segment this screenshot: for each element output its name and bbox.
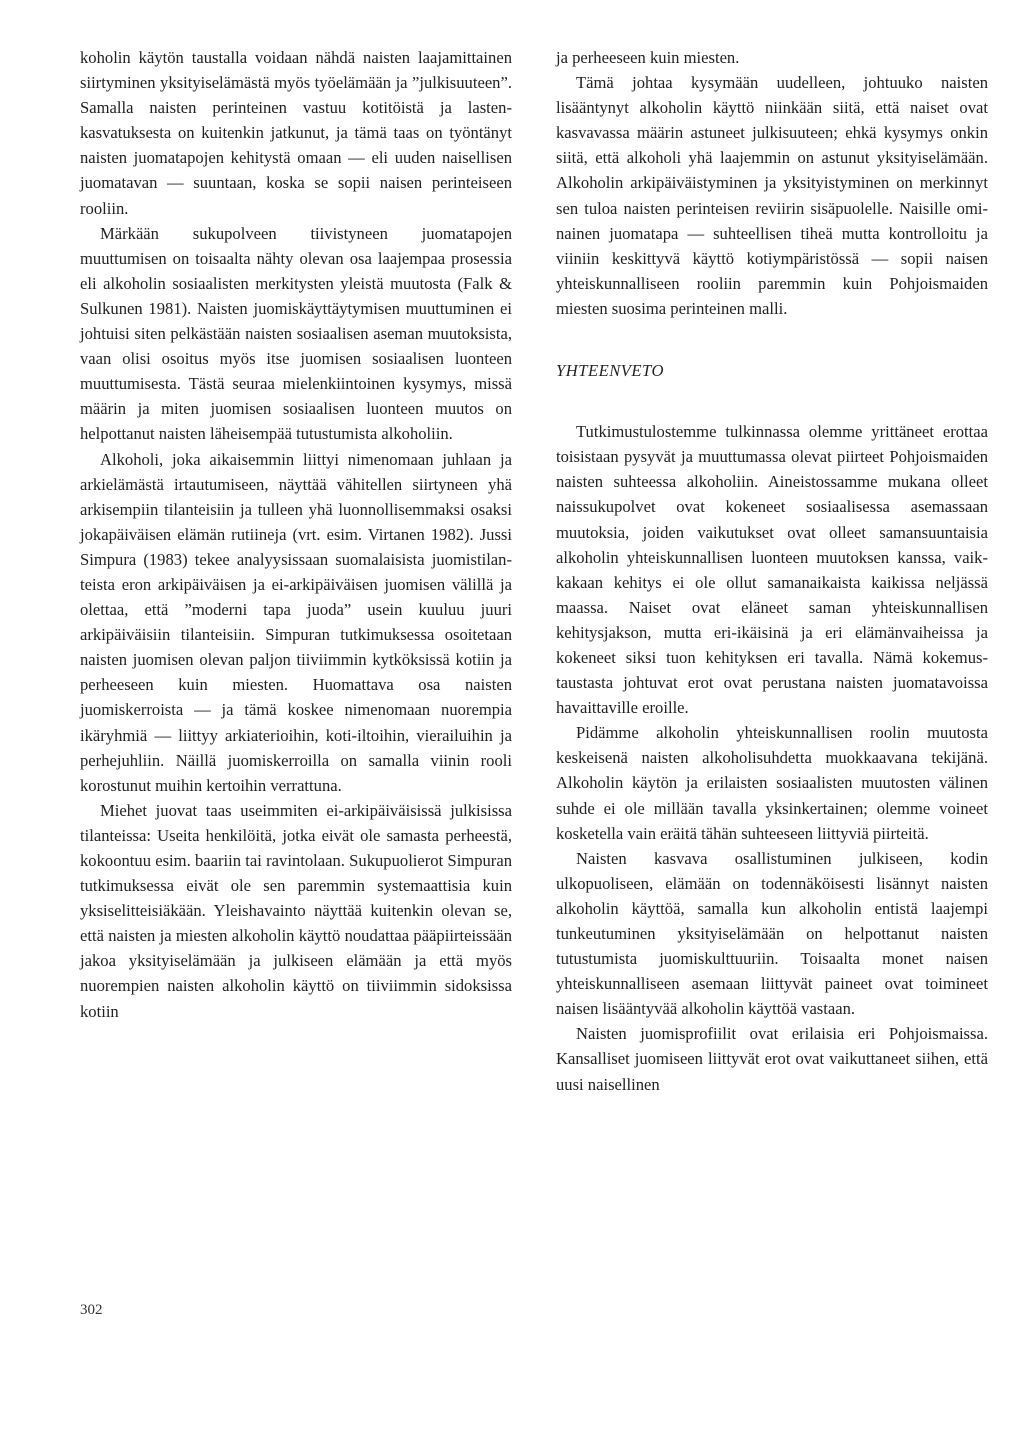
paragraph: Alkoholi, joka aikaisemmin liittyi nimenomaan juhlaan ja arkielämästä irtautumiseen, näyttää vähitellen siirtyneen yhä arkisempiin tilanteisiin ja tulleen yhä luonnollisemmaksi osaksi jokapäiväisen elämän rutiineja (vrt. esim. Virtanen 1982). Jussi Simpura (1983) tekee analyysissaan suomalaisista juomistilanteista eron arkipäiväisen ja ei-arkipäiväisen juomisen välillä ja olettaa, että ”moderni tapa juoda” usein kuuluu juuri arkipäiväisiin tilanteisiin. Simpuran tutkimuksessa osoitetaan naisten juomisen olevan paljon tiiviimmin kytköksissä kotiin ja perheeseen kuin miesten. Huomattava osa naisten juomiskerroista — ja tämä koskee nimenomaan nuorempia ikäryhmiä — liittyy arkiaterioihin, koti-iltoihin, vierailuihin ja perhejuhliin. Näillä juomiskerroilla on samalla viinin rooli korostunut muihin kertoihin verrattuna. (80, 449, 512, 795)
paragraph: koholin käytön taustalla voidaan nähdä naisten laajamittainen siirtyminen yksityiselämästä myös työelämään ja ”julkisuuteen”. Samalla naisten perinteinen vastuu kotitöistä ja lastenkasvatuksesta on kuitenkin jatkunut, ja tämä taas on työntänyt naisten juomatapojen kehitystä omaan — eli uuden naisellisen juomatavan — suuntaan, koska se sopii naisen perinteiseen rooliin. (80, 48, 512, 218)
paragraph: ja perheeseen kuin miesten. (556, 48, 740, 67)
paragraph: Tämä johtaa kysymään uudelleen, johtuuko naisten lisääntynyt alkoholin käyttö niinkään siitä, että naiset ovat kasvavassa määrin astuneet julkisuuteen; ehkä kysymys onkin siitä, että alkoholi yhä laajemmin on astunut yksityiselämään. Alkoholin arkipäiväistyminen ja yksityistyminen on merkinnyt sen tuloa naisten perinteisen reviirin sisäpuolelle. Naisille ominainen juomatapa — suhteellisen tiheä mutta kontrolloitu ja viiniin keskittyvä käyttö kotiympäristössä — sopii naisen yhteiskunnalliseen rooliin paremmin kuin Pohjoismaiden miesten suosima perinteinen malli. (556, 73, 988, 318)
right-column (556, 45, 988, 1097)
paragraph: Märkään sukupolveen tiivistyneen juomatapojen muuttumisen on toisaalta nähty olevan osa laajempaa prosessia eli alkoholin sosiaalisten merkitysten yleistä muutosta (Falk & Sulkunen 1981). Naisten juomiskäyttäytymisen muuttuminen ei johtuisi siten pelkästään naisten sosiaalisen aseman muutoksista, vaan olisi osoitus myös itse juomisen sosiaalisen luonteen muuttumisesta. Tästä seuraa mielenkiintoinen kysymys, missä määrin ja miten juomisen sosiaalisen luonteen muutos on helpottanut naisten läheisempää tutustumista alkoholiin. (80, 223, 512, 444)
paragraph: Pidämme alkoholin yhteiskunnallisen roolin muutosta keskeisenä naisten alkoholisuhdetta muokkaavana tekijänä. Alkoholin käytön ja erilaisten sosiaalisten muutosten välinen suhde ei ole millään tavalla yksinkertainen; olemme voineet kosketella vain eräitä tähän suhteeseen liittyviä piirteitä. (556, 723, 988, 843)
left-column (80, 45, 512, 1024)
page-number: 302 (80, 1302, 103, 1318)
paragraph: Naisten kasvava osallistuminen julkiseen, kodin ulkopuoliseen, elämään on todennäköisesti lisännyt naisten alkoholin käyttöä, samalla kun alkoholin entistä laajempi tunkeutuminen yksityiselämään on helpottanut naisten tutustumista juomiskulttuuriin. Toisaalta monet naisen yhteiskunnalliseen asemaan liittyvät paineet ovat toimineet naisen lisääntyvää alkoholin käyttöä vastaan. (556, 848, 988, 1019)
paragraph: Tutkimustulostemme tulkinnassa olemme yrittäneet erottaa toisistaan pysyvät ja muuttumassa olevat piirteet Pohjoismaiden naisten suhteessa alkoholiin. Aineistossamme mukana olleet naissukupolvet ovat kokeneet sosiaalisessa asemassaan muutoksia, joiden vaikutukset ovat olleet samansuuntaisia alkoholin yhteiskunnallisen luonteen muutoksen kanssa, vaikkakaan kehitys ei ole ollut samanaikaista kaikissa neljässä maassa. Naiset ovat eläneet saman yhteiskunnallisen kehitysjakson, mutta eri-ikäisinä ja eri elämänvaiheissa ja kokeneet siksi tuon kehityksen eri tavalla. Nämä kokemustaustasta johtuvat erot ovat perustana naisten juomatavoissa havaittaville eroille. (556, 422, 988, 718)
paragraph: Miehet juovat taas useimmiten ei-arkipäiväisissä julkisissa tilanteissa: Useita henkilöitä, jotka eivät ole samasta perheestä, kokoontuu esim. baariin tai ravintolaan. Sukupuolierot Simpuran tutkimuksessa eivät ole sen paremmin systemaattisia kuin yksiselitteisiäkään. Yleishavainto näyttää kuitenkin olevan se, että naisten ja miesten alkoholin käyttö noudattaa pääpiirteissään jakoa yksityiselämään ja julkiseen elämään ja että myös nuorempien naisten alkoholin käyttö on tiiviimmin sidoksissa kotiin (80, 800, 512, 1021)
paragraph: Naisten juomisprofiilit ovat erilaisia eri Pohjoismaissa. Kansalliset juomiseen liittyvät erot ovat vaikuttaneet siihen, että uusi naisellinen (556, 1024, 988, 1094)
section-heading: YHTEENVETO (556, 361, 664, 381)
